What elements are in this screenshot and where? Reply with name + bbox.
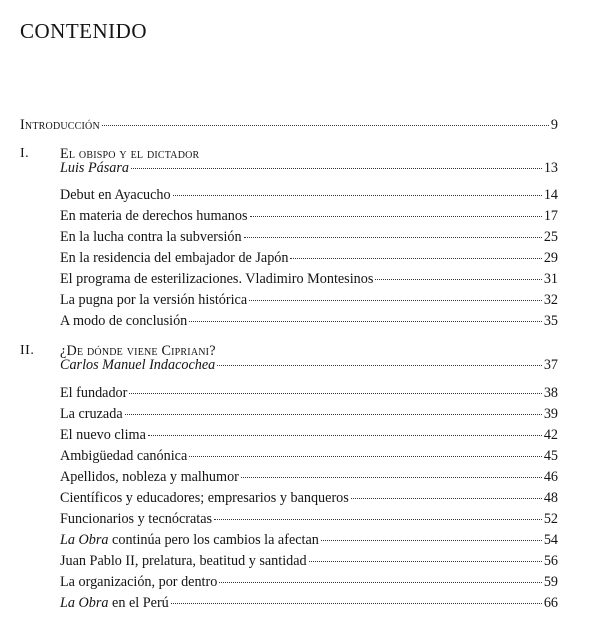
toc-entry[interactable]	[60, 448, 558, 464]
toc-entry-label	[60, 595, 169, 611]
toc-page-number: 56	[543, 553, 558, 569]
leader-dots	[189, 455, 542, 457]
toc-entry-label-rest: en el Perú	[108, 595, 169, 611]
toc-entry[interactable]	[60, 469, 558, 485]
toc-page-number: 66	[543, 595, 558, 611]
toc-entry-label: En materia de derechos humanos	[60, 208, 248, 224]
leader-dots	[249, 299, 542, 301]
leader-dots	[219, 581, 541, 583]
toc-entry[interactable]	[60, 595, 558, 611]
toc-page-number: 37	[543, 357, 558, 373]
part-number: II.	[20, 343, 35, 358]
leader-dots	[375, 278, 541, 280]
part-title: El obispo y el dictador	[60, 146, 200, 162]
toc-page-number: 13	[543, 160, 558, 176]
toc-page-number: 42	[543, 427, 558, 443]
leader-dots	[309, 560, 542, 562]
toc-page-number: 48	[543, 490, 558, 506]
toc-entry-label: Científicos y educadores; empresarios y banqueros	[60, 490, 349, 506]
toc-entry-label: Apellidos, nobleza y malhumor	[60, 469, 239, 485]
toc-entry[interactable]	[60, 271, 558, 287]
toc-page-number: 17	[543, 208, 558, 224]
toc-page-number: 9	[550, 117, 558, 133]
toc-entry[interactable]	[60, 511, 558, 527]
toc-page-number: 45	[543, 448, 558, 464]
toc-page-number: 31	[543, 271, 558, 287]
page-title: CONTENIDO	[20, 19, 147, 43]
toc-page-number: 35	[543, 313, 558, 329]
leader-dots	[129, 392, 541, 394]
toc-entry-label: En la residencia del embajador de Japón	[60, 250, 289, 266]
toc-page-number: 46	[543, 469, 558, 485]
toc-entry-label: A modo de conclusión	[60, 313, 188, 329]
toc-author-entry[interactable]	[60, 160, 558, 176]
part-number: I.	[20, 146, 30, 161]
leader-dots	[214, 518, 542, 520]
toc-entry[interactable]	[60, 229, 558, 245]
toc-page-number: 25	[543, 229, 558, 245]
toc-page-number: 14	[543, 187, 558, 203]
toc-entry-label: El fundador	[60, 385, 128, 401]
toc-entry-label: La cruzada	[60, 406, 123, 422]
leader-dots	[189, 320, 542, 322]
toc-entry-introduccion[interactable]	[20, 117, 558, 133]
toc-page-number: 54	[543, 532, 558, 548]
toc-entry[interactable]	[60, 208, 558, 224]
toc-entry-label: Ambigüedad canónica	[60, 448, 188, 464]
leader-dots	[241, 476, 542, 478]
leader-dots	[171, 602, 542, 604]
toc-page-number: 29	[543, 250, 558, 266]
leader-dots	[321, 539, 542, 541]
leader-dots	[173, 194, 542, 196]
toc-entry[interactable]	[60, 490, 558, 506]
italic-title: La Obra	[60, 532, 109, 548]
toc-entry-label: En la lucha contra la subversión	[60, 229, 242, 245]
toc-entry[interactable]	[60, 250, 558, 266]
toc-entry-label: Juan Pablo II, prelatura, beatitud y santidad	[60, 553, 307, 569]
toc-entry[interactable]	[60, 406, 558, 422]
toc-entry[interactable]	[60, 427, 558, 443]
toc-entry-label: La organización, por dentro	[60, 574, 218, 590]
toc-page-number: 38	[543, 385, 558, 401]
toc-entry[interactable]	[60, 313, 558, 329]
toc-entry[interactable]	[60, 385, 558, 401]
toc-entry-label: Debut en Ayacucho	[60, 187, 171, 203]
author-name: Luis Pásara	[60, 160, 129, 176]
toc-page-number: 32	[543, 292, 558, 308]
leader-dots	[131, 167, 542, 169]
leader-dots	[217, 364, 542, 366]
leader-dots	[250, 215, 542, 217]
toc-page-number: 52	[543, 511, 558, 527]
toc-entry-label: Introducción	[20, 117, 100, 133]
toc-entry[interactable]	[60, 574, 558, 590]
toc-entry-label: El nuevo clima	[60, 427, 146, 443]
toc-entry-label	[60, 532, 319, 548]
leader-dots	[125, 413, 542, 415]
leader-dots	[244, 236, 542, 238]
leader-dots	[148, 434, 542, 436]
toc-entry[interactable]	[60, 553, 558, 569]
toc-entry-label: La pugna por la versión histórica	[60, 292, 248, 308]
toc-author-entry[interactable]	[60, 357, 558, 373]
author-name: Carlos Manuel Indacochea	[60, 357, 216, 373]
toc-entry-label: Funcionarios y tecnócratas	[60, 511, 213, 527]
toc-page-number: 39	[543, 406, 558, 422]
leader-dots	[290, 257, 541, 259]
toc-page-number: 59	[543, 574, 558, 590]
toc-entry[interactable]	[60, 187, 558, 203]
toc-entry-label: El programa de esterilizaciones. Vladimiro Montesinos	[60, 271, 374, 287]
italic-title: La Obra	[60, 595, 109, 611]
part-title: ¿De dónde viene Cipriani?	[60, 343, 216, 359]
leader-dots	[351, 497, 542, 499]
leader-dots	[102, 124, 549, 126]
toc-entry[interactable]	[60, 292, 558, 308]
toc-entry[interactable]	[60, 532, 558, 548]
toc-entry-label-rest: continúa pero los cambios la afectan	[108, 532, 319, 548]
